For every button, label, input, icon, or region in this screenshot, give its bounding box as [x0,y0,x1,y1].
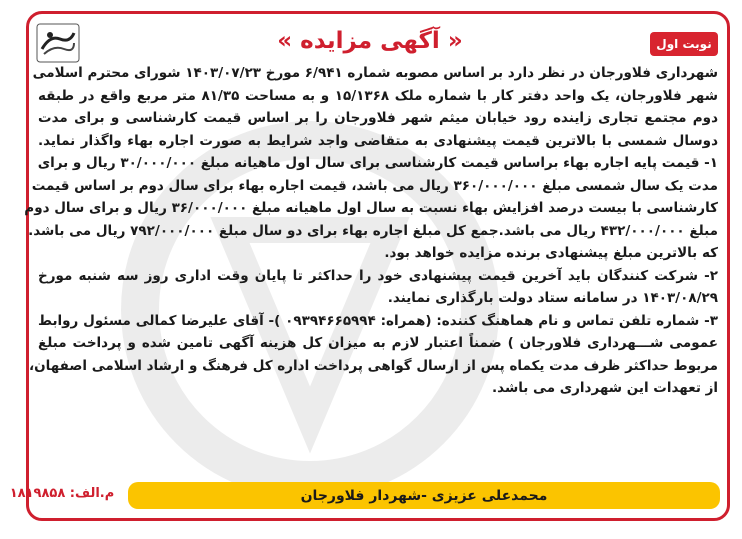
signature-text: محمدعلی عزیزی -شهردار فلاورجان [300,487,548,504]
notice-line: مبلغ ۴۳۲/۰۰۰/۰۰۰ ریال می باشد.جمع کل مبلغ اجاره بهاء برای دو سال مبلغ ۷۹۲/۰۰۰/۰۰۰ ریال می باشد. [28,222,718,239]
notice-line: کارشناسی با بیست درصد افزایش بهاء نسبت به سال اول ماهیانه مبلغ ۳۶/۰۰۰/۰۰۰ ریال و برای سال دوم [24,200,718,216]
notice-line: ۲- شرکت کنندگان باید آخرین قیمت پیشنهادی خود را حداکثر تا پایان وقت اداری روز سه شنبه مورخ [38,267,718,284]
signature-bar [128,482,720,509]
notice-line: که بالاترین مبلغ پیشنهادی برنده مزایده خواهد بود. [384,245,718,261]
notice-line: شهرداری فلاورجان در نظر دارد بر اساس مصوبه شماره ۶/۹۴۱ مورخ ۱۴۰۳/۰۷/۲۳ شورای محترم اسلامی [32,65,718,81]
notice-line: ۳- شماره تلفن تماس و نام هماهنگ کننده: (همراه: ۰۹۳۹۴۶۶۵۹۹۴ )- آقای علیرضا کمالی مسئول روابط [38,312,718,329]
page-title: « آگهی مزایده » [277,28,463,54]
notice-line: ۱- قیمت پایه اجاره بهاء براساس قیمت کارشناسی برای سال اول ماهیانه مبلغ ۳۰/۰۰۰/۰۰۰ ریال و برای [37,155,718,171]
notice-line: دوسال شمسی با بالاترین قیمت پیشنهادی به متقاضی واجد شرایط به صورت اجاره بهاء واگذار نماید. [38,132,718,149]
notice-line: مدت یک سال شمسی مبلغ ۳۶۰/۰۰۰/۰۰۰ ریال می باشد، قیمت اجاره بهاء برای سال دوم بر اساس قیمت [31,177,718,194]
notice-line: دوم مجتمع تجاری زاینده رود خیابان میثم شهر فلاورجان را بر اساس قیمت کارشناسی و برای مدت [38,110,718,126]
notice-line: از تعهدات این شهرداری می باشد. [492,380,718,396]
status-badge: نوبت اول [650,32,718,56]
notice-line: عمومی شـــهرداری فلاورجان ) ضمناً اعتبار لازم به میزان کل هزینه آگهی تامین شده و پرداخت مبلغ [38,335,718,351]
municipality-logo-icon [36,23,80,63]
notice-body [24,62,718,400]
notice-line: شهر فلاورجان، یک واحد دفتر کار با شماره ملک ۱۵/۱۳۶۸ و به مساحت ۸۱/۳۵ متر مربع واقع در طبقه [38,87,718,104]
notice-line: مربوط حداکثر ظرف مدت یکماه پس از ارسال گواهی پرداخت اداره کل فرهنگ و ارشاد اسلامی اصفهان، [29,357,718,374]
reference-code: م.الف: ۱۸۱۹۸۵۸ [9,486,115,501]
notice-line: ۱۴۰۳/۰۸/۲۹ در سامانه ستاد دولت بارگذاری نمایند. [387,290,718,306]
